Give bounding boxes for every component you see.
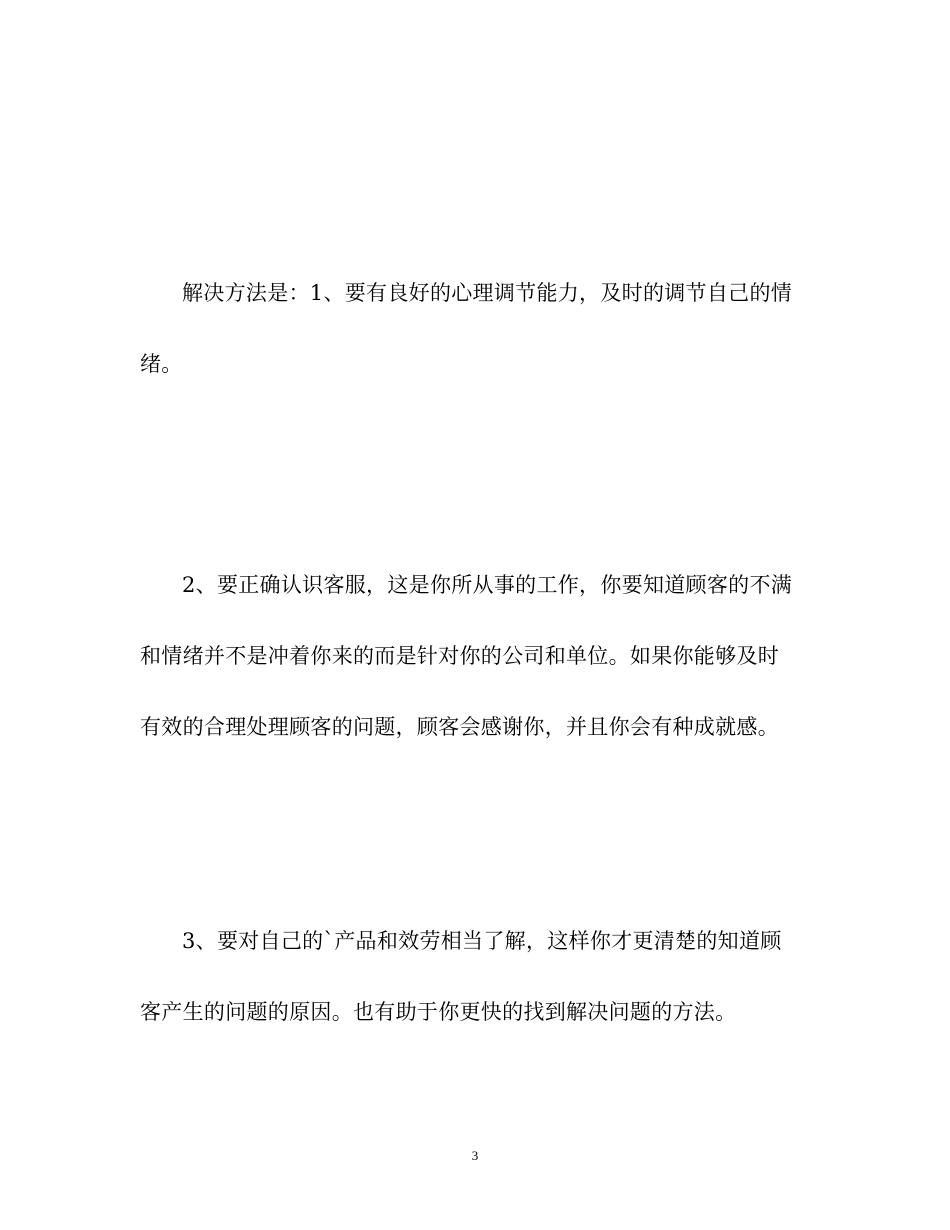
paragraph-line: 绪。	[140, 352, 183, 376]
paragraph-line: 解决方法是：1、要有良好的心理调节能力，及时的调节自己的情	[182, 281, 793, 305]
paragraph-line: 和情绪并不是冲着你来的而是针对你的公司和单位。如果你能够及时	[140, 644, 779, 668]
paragraph-line: 2、要正确认识客服，这是你所从事的工作，你要知道顾客的不满	[182, 573, 793, 597]
paragraph-solution-intro	[140, 258, 810, 400]
paragraph-point-3	[140, 906, 810, 1048]
paragraph-point-2	[140, 550, 810, 763]
paragraph-line: 3、要对自己的`产品和效劳相当了解，这样你才更清楚的知道顾	[182, 929, 782, 953]
paragraph-line: 客产生的问题的原因。也有助于你更快的找到解决问题的方法。	[140, 1000, 737, 1024]
page-number: 3	[471, 1148, 479, 1163]
paragraph-line: 有效的合理处理顾客的问题，顾客会感谢你，并且你会有种成就感。	[140, 715, 779, 739]
